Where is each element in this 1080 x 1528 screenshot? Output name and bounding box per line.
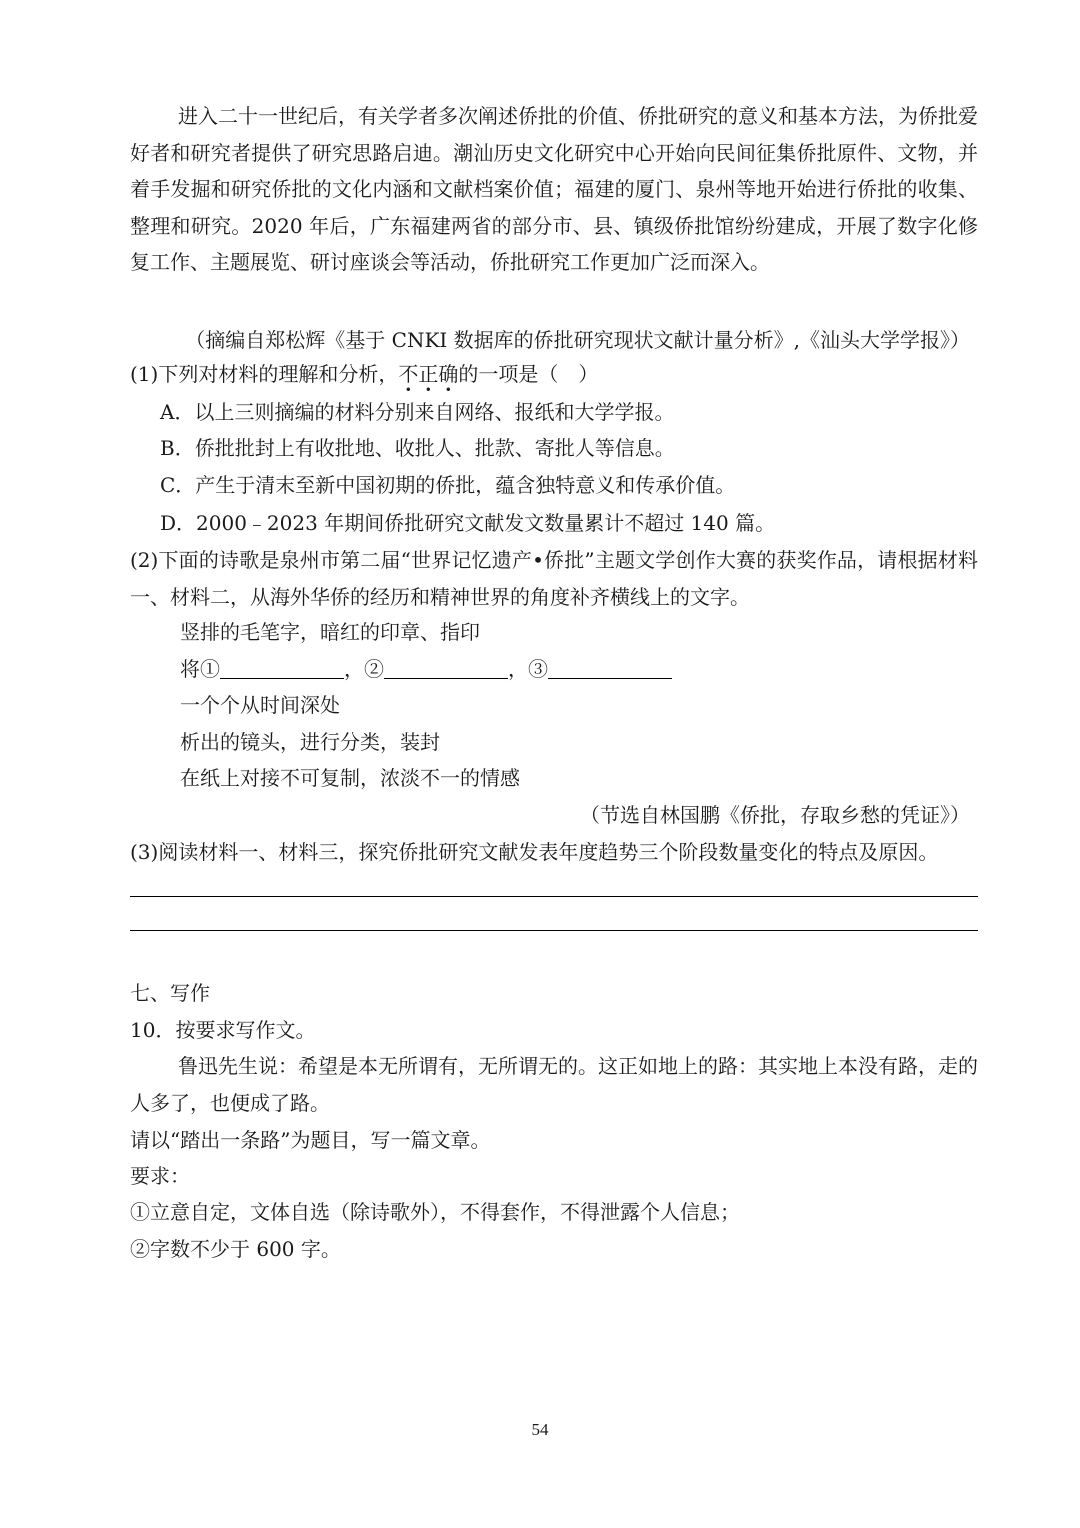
lu-xun-quote: 鲁迅先生说：希望是本无所谓有，无所谓无的。这正如地上的路：其实地上本没有路，走的人多了，也便成了路。	[130, 1054, 978, 1115]
answer-blank-3[interactable]	[548, 656, 672, 679]
option-b: B．侨批批封上有收批地、收批人、批款、寄批人等信息。	[160, 436, 675, 460]
option-d: D．2000﹣2023 年期间侨批研究文献发文数量累计不超过 140 篇。	[160, 511, 776, 535]
question-10: 10．按要求写作文。	[130, 1018, 316, 1042]
option-c: C．产生于清末至新中国初期的侨批，蕴含独特意义和传承价值。	[160, 473, 736, 497]
poem-fill-line	[180, 651, 672, 687]
writing-task: 请以“踏出一条路”为题目，写一篇文章。	[130, 1128, 491, 1152]
answer-line[interactable]	[130, 930, 978, 931]
requirements-title: 要求：	[130, 1164, 190, 1188]
option-a: A．以上三则摘编的材料分别来自网络、报纸和大学学报。	[160, 400, 675, 424]
requirement-2: ②字数不少于 600 字。	[130, 1237, 341, 1261]
separator: ，	[344, 657, 364, 681]
page-number: 54	[531, 1420, 549, 1439]
answer-line[interactable]	[130, 896, 978, 897]
question-1	[130, 356, 598, 392]
answer-blank-1[interactable]	[220, 656, 344, 679]
emphasis-char: 确	[438, 362, 459, 386]
source-note: （摘编自郑松辉《基于 CNKI 数据库的侨批研究现状文献计量分析》,《汕头大学学报》）	[185, 328, 970, 352]
separator: ，	[508, 657, 528, 681]
emphasis-char: 正	[418, 362, 439, 386]
question-2-prompt: (2)下面的诗歌是泉州市第二届“世界记忆遗产•侨批”主题文学创作大赛的获奖作品，请根据材料一、材料二，从海外华侨的经历和精神世界的角度补齐横线上的文字。	[130, 548, 978, 609]
blank-2-mark: ②	[364, 657, 384, 681]
poem-jiang: 将	[180, 657, 200, 681]
blank-1-mark: ①	[200, 657, 220, 681]
emphasis-char: 不	[398, 362, 419, 386]
question-1-suffix: 的一项是（ ）	[458, 362, 599, 386]
blank-3-mark: ③	[528, 657, 548, 681]
poem-line-3: 一个个从时间深处	[180, 693, 340, 717]
poem-line-1: 竖排的毛笔字，暗红的印章、指印	[180, 620, 480, 644]
section-heading: 七、写作	[130, 981, 210, 1005]
intro-paragraph: 进入二十一世纪后，有关学者多次阐述侨批的价值、侨批研究的意义和基本方法，为侨批爱好者和研究者提供了研究思路启迪。潮汕历史文化研究中心开始向民间征集侨批原件、文物，并着手发掘和研究侨批的文化内涵和文献档案价值；福建的厦门、泉州等地开始进行侨批的收集、整理和研究。2020 年后，广东福建两省的部分市、县、镇级侨批馆纷纷建成，开展了数字化修复工作、主题展览、研讨座谈会等活动，侨批研究工作更加广泛而深入。	[130, 104, 978, 275]
poem-line-5: 在纸上对接不可复制，浓淡不一的情感	[180, 766, 520, 790]
question-3-prompt: (3)阅读材料一、材料三，探究侨批研究文献发表年度趋势三个阶段数量变化的特点及原因。	[130, 840, 939, 864]
requirement-1: ①立意自定，文体自选（除诗歌外），不得套作，不得泄露个人信息；	[130, 1200, 740, 1224]
poem-source: （节选自林国鹏《侨批，存取乡愁的凭证》）	[580, 803, 970, 827]
question-1-prefix: (1)下列对材料的理解和分析，	[130, 362, 399, 386]
poem-line-4: 析出的镜头，进行分类，装封	[180, 730, 440, 754]
answer-blank-2[interactable]	[384, 656, 508, 679]
